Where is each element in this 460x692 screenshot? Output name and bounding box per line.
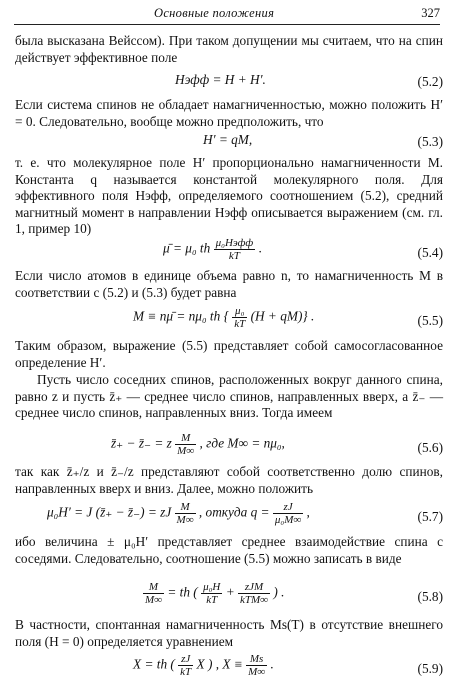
paragraph-8: ибо величина ± μ₀H′ представляет среднее взаимодействие спина с соседями. Следовательно, соотношение (5.5) можно записать в виде	[15, 534, 443, 566]
eq-lhs: z̄₊ − z̄₋ = z	[111, 435, 172, 451]
denominator: M∞	[145, 594, 163, 606]
equation-body	[47, 501, 310, 526]
running-header	[14, 6, 440, 22]
numerator: M	[143, 581, 164, 594]
equation-body: H′ = qM,	[203, 132, 253, 147]
equation-5-8	[15, 581, 443, 615]
equation-5-6	[15, 432, 443, 466]
eq-lhs: M ≡ nμ̄ = nμ₀ th {	[133, 308, 229, 324]
numerator: Ms	[246, 653, 267, 666]
numerator: M	[175, 501, 196, 514]
paragraph-1: была высказана Вейссом). При таком допущении мы считаем, что на спин действует эффективное поле	[15, 33, 443, 65]
equation-number: (5.5)	[417, 313, 443, 328]
fraction	[175, 501, 196, 526]
equation-body	[133, 305, 314, 330]
equation-number: (5.2)	[417, 74, 443, 89]
equation-number: (5.3)	[417, 134, 443, 149]
denominator: kT	[180, 666, 192, 678]
equation-5-2	[15, 72, 443, 96]
eq-mid: , где M∞ = nμ₀,	[199, 435, 285, 451]
equation-body: Hэфф = H + H′.	[175, 72, 266, 87]
denominator: kT	[228, 250, 240, 262]
denominator: M∞	[176, 514, 194, 526]
fraction	[175, 432, 196, 457]
equation-body	[143, 581, 284, 606]
equation-5-7	[15, 501, 443, 535]
numerator: zJM	[238, 581, 270, 594]
fraction	[201, 581, 222, 606]
eq-tail: (H + qM)} .	[250, 308, 315, 324]
page-number: 327	[421, 6, 440, 20]
paragraph-3: т. е. что молекулярное поле H′ пропорционально намагниченности M. Константа q называется константой молекулярного поля. Для эффективного поля Hэфф, определяемого соотношением (5.2), средний магнитный момент в направлении Hэфф описывается выражением (см. гл. 1, пример 10)	[15, 155, 443, 237]
eq-mid: X ) , X ≡	[196, 656, 243, 672]
numerator: μ₀Hэфф	[215, 237, 254, 249]
denominator: M∞	[248, 666, 266, 678]
eq-tail: ) .	[273, 584, 285, 600]
eq-lhs: X = th (	[133, 656, 175, 672]
numerator: M	[175, 432, 196, 445]
equation-number: (5.7)	[417, 509, 443, 524]
equation-5-4	[15, 237, 443, 271]
equation-number: (5.8)	[417, 589, 443, 604]
paragraph-4: Если число атомов в единице объема равно n, то намагниченность M в соответствии с (5.2) и (5.3) будет равна	[15, 268, 443, 300]
eq-lhs: μ̄ = μ₀ th	[163, 240, 211, 256]
paragraph-7: так как z̄₊/z и z̄₋/z представляют собой соответственно долю спинов, направленных вверх и вниз. Далее, можно положить	[15, 464, 443, 496]
eq-tail: ,	[306, 504, 310, 520]
denominator: M∞	[177, 445, 195, 457]
eq-plus: +	[225, 584, 235, 600]
equation-body	[163, 237, 262, 262]
fraction	[178, 653, 193, 678]
fraction	[238, 581, 270, 606]
denominator: kTM∞	[240, 594, 269, 606]
paragraph-2: Если система спинов не обладает намагниченностью, можно положить H′ = 0. Следовательно, вообще можно предположить, что	[15, 97, 443, 129]
eq-mid: , откуда q =	[198, 504, 270, 520]
numerator: μ₀H	[203, 581, 221, 593]
fraction	[246, 653, 267, 678]
numerator: zJ	[273, 501, 303, 514]
fraction	[232, 305, 247, 330]
equation-body	[133, 653, 274, 678]
chapter-title: Основные положения	[154, 6, 275, 20]
header-rule	[14, 24, 440, 25]
eq-mid: = th (	[167, 584, 198, 600]
denominator: μ₀M∞	[274, 514, 302, 526]
eq-tail: .	[270, 656, 274, 672]
equation-5-5	[15, 305, 443, 339]
equation-number: (5.9)	[417, 661, 443, 676]
paragraph-9: В частности, спонтанная намагниченность Ms(T) в отсутствие внешнего поля (H = 0) определяется уравнением	[15, 617, 443, 649]
eq-lhs: μ₀H′ = J (z̄₊ − z̄₋) = zJ	[47, 504, 172, 520]
equation-5-9	[15, 653, 443, 687]
fraction	[273, 501, 303, 526]
eq-tail: .	[258, 240, 262, 256]
equation-body	[111, 432, 285, 457]
fraction	[143, 581, 164, 606]
equation-5-3	[15, 132, 443, 156]
paragraph-5: Таким образом, выражение (5.5) представляет собой самосогласованное определение H′.	[15, 338, 443, 370]
numerator: μ₀	[232, 305, 247, 318]
denominator: kT	[234, 318, 246, 330]
equation-number: (5.6)	[417, 440, 443, 455]
fraction	[214, 237, 256, 262]
paragraph-6: Пусть число соседних спинов, расположенных вокруг данного спина, равно z и пусть z̄₊ — среднее число спинов, направленных вверх, а z̄₋ — среднее число спинов, направленных вниз. Тогда имеем	[15, 372, 443, 421]
numerator: zJ	[178, 653, 193, 666]
denominator: kT	[206, 594, 218, 606]
equation-number: (5.4)	[417, 245, 443, 260]
